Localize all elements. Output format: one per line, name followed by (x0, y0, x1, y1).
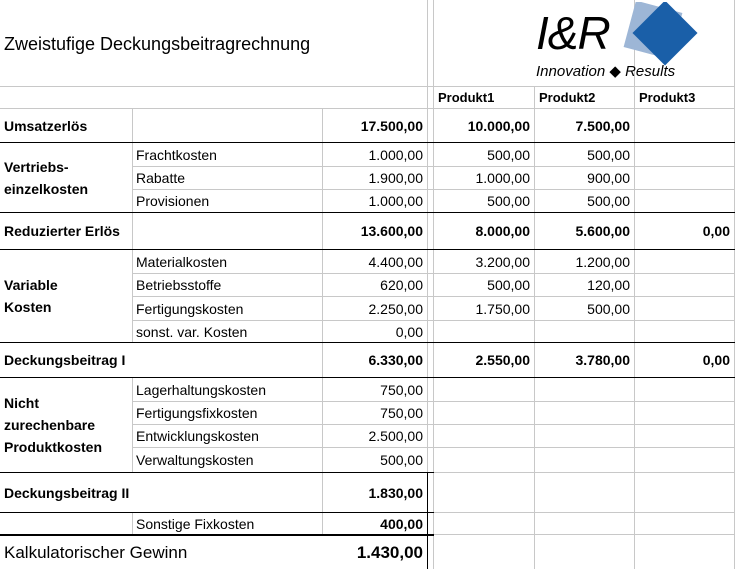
group-label-line: Kosten (4, 299, 52, 315)
row-label: Fertigungsfixkosten (136, 405, 258, 421)
grid-hline (434, 534, 735, 535)
group-label-line: Produktkosten (4, 439, 103, 455)
row-label: Betriebsstoffe (136, 277, 222, 293)
row-label: Frachtkosten (136, 146, 217, 163)
db1-p2: 3.780,00 (575, 352, 630, 368)
cell-p1: 500,00 (487, 277, 530, 293)
umsatz-p2: 7.500,00 (575, 117, 630, 134)
logo-tagline: Innovation ◆ Results (536, 63, 676, 80)
cell-total: 1.000,00 (368, 146, 423, 163)
grid-hline (434, 472, 735, 473)
row-label: sonst. var. Kosten (136, 323, 248, 340)
cell-total: 620,00 (380, 277, 423, 293)
row-label-gewinn: Kalkulatorischer Gewinn (4, 542, 188, 562)
row-label: Fertigungskosten (136, 300, 244, 317)
company-logo (534, 2, 734, 84)
reduziert-p1: 8.000,00 (475, 223, 530, 239)
section-border (427, 472, 428, 569)
cell-total: 500,00 (380, 452, 423, 468)
reduziert-p2: 5.600,00 (575, 223, 630, 239)
row-label-db2: Deckungsbeitrag II (4, 484, 130, 501)
cell-total: 2.500,00 (368, 428, 423, 444)
cell-p2: 500,00 (587, 193, 630, 209)
cell-p1: 500,00 (487, 193, 530, 209)
group-label-line: Variable (4, 277, 58, 293)
umsatz-total: 17.500,00 (360, 117, 423, 134)
row-label: Lagerhaltungskosten (136, 381, 266, 398)
row-label: Sonstige Fixkosten (136, 515, 255, 532)
group-label-vertrieb (0, 143, 132, 212)
col-header-produkt1: Produkt1 (438, 90, 495, 105)
grid-hline (434, 512, 735, 513)
db1-total: 6.330,00 (368, 352, 423, 368)
row-label: Entwicklungskosten (136, 428, 259, 444)
cell-p1: 500,00 (487, 146, 530, 163)
group-label-line: einzelkosten (4, 180, 89, 197)
gewinn-total: 1.430,00 (356, 542, 423, 562)
group-label-line: zurechenbare (4, 417, 96, 433)
group-label-line: Vertriebs- (4, 158, 69, 175)
group-label-variable (0, 250, 132, 342)
cell-total: 4.400,00 (368, 253, 423, 270)
cell-p1: 3.200,00 (475, 253, 530, 270)
col-header-produkt2: Produkt2 (539, 90, 596, 105)
cell-total: 2.250,00 (368, 300, 423, 317)
cell-p1: 1.750,00 (475, 300, 530, 317)
group-label-line: Nicht (4, 395, 39, 411)
reduziert-p3: 0,00 (702, 223, 730, 239)
cell-p2: 120,00 (587, 277, 630, 293)
row-label: Rabatte (136, 170, 186, 186)
row-label: Provisionen (136, 193, 210, 209)
col-header-produkt3: Produkt3 (639, 90, 696, 105)
row-label-reduziert: Reduzierter Erlös (4, 223, 120, 239)
cell-total: 750,00 (380, 405, 423, 421)
reduziert-total: 13.600,00 (360, 223, 423, 239)
db1-p1: 2.550,00 (475, 352, 530, 368)
db2-total: 1.830,00 (368, 484, 423, 501)
cell-total: 1.000,00 (368, 193, 423, 209)
cell-p2: 1.200,00 (575, 253, 630, 270)
cell-total: 0,00 (395, 323, 423, 340)
cell-p2: 500,00 (587, 146, 630, 163)
umsatz-p3 (635, 109, 734, 142)
cell-p1: 1.000,00 (475, 170, 530, 186)
cell-total: 750,00 (380, 381, 423, 398)
logo-brand: I&R (536, 7, 610, 59)
page-title: Zweistufige Deckungsbeitragrechnung (4, 33, 311, 54)
row-label-umsatz: Umsatzerlös (4, 117, 88, 134)
cell-p2: 900,00 (587, 170, 630, 186)
row-label: Materialkosten (136, 253, 228, 270)
sonstige-total: 400,00 (380, 515, 423, 532)
umsatz-p1: 10.000,00 (467, 117, 530, 134)
row-label: Verwaltungskosten (136, 452, 254, 468)
row-label-db1: Deckungsbeitrag I (4, 352, 126, 368)
cell-p2: 500,00 (587, 300, 630, 317)
db1-p3: 0,00 (702, 352, 730, 368)
group-label-fixkosten (0, 378, 132, 472)
cell-total: 1.900,00 (368, 170, 423, 186)
